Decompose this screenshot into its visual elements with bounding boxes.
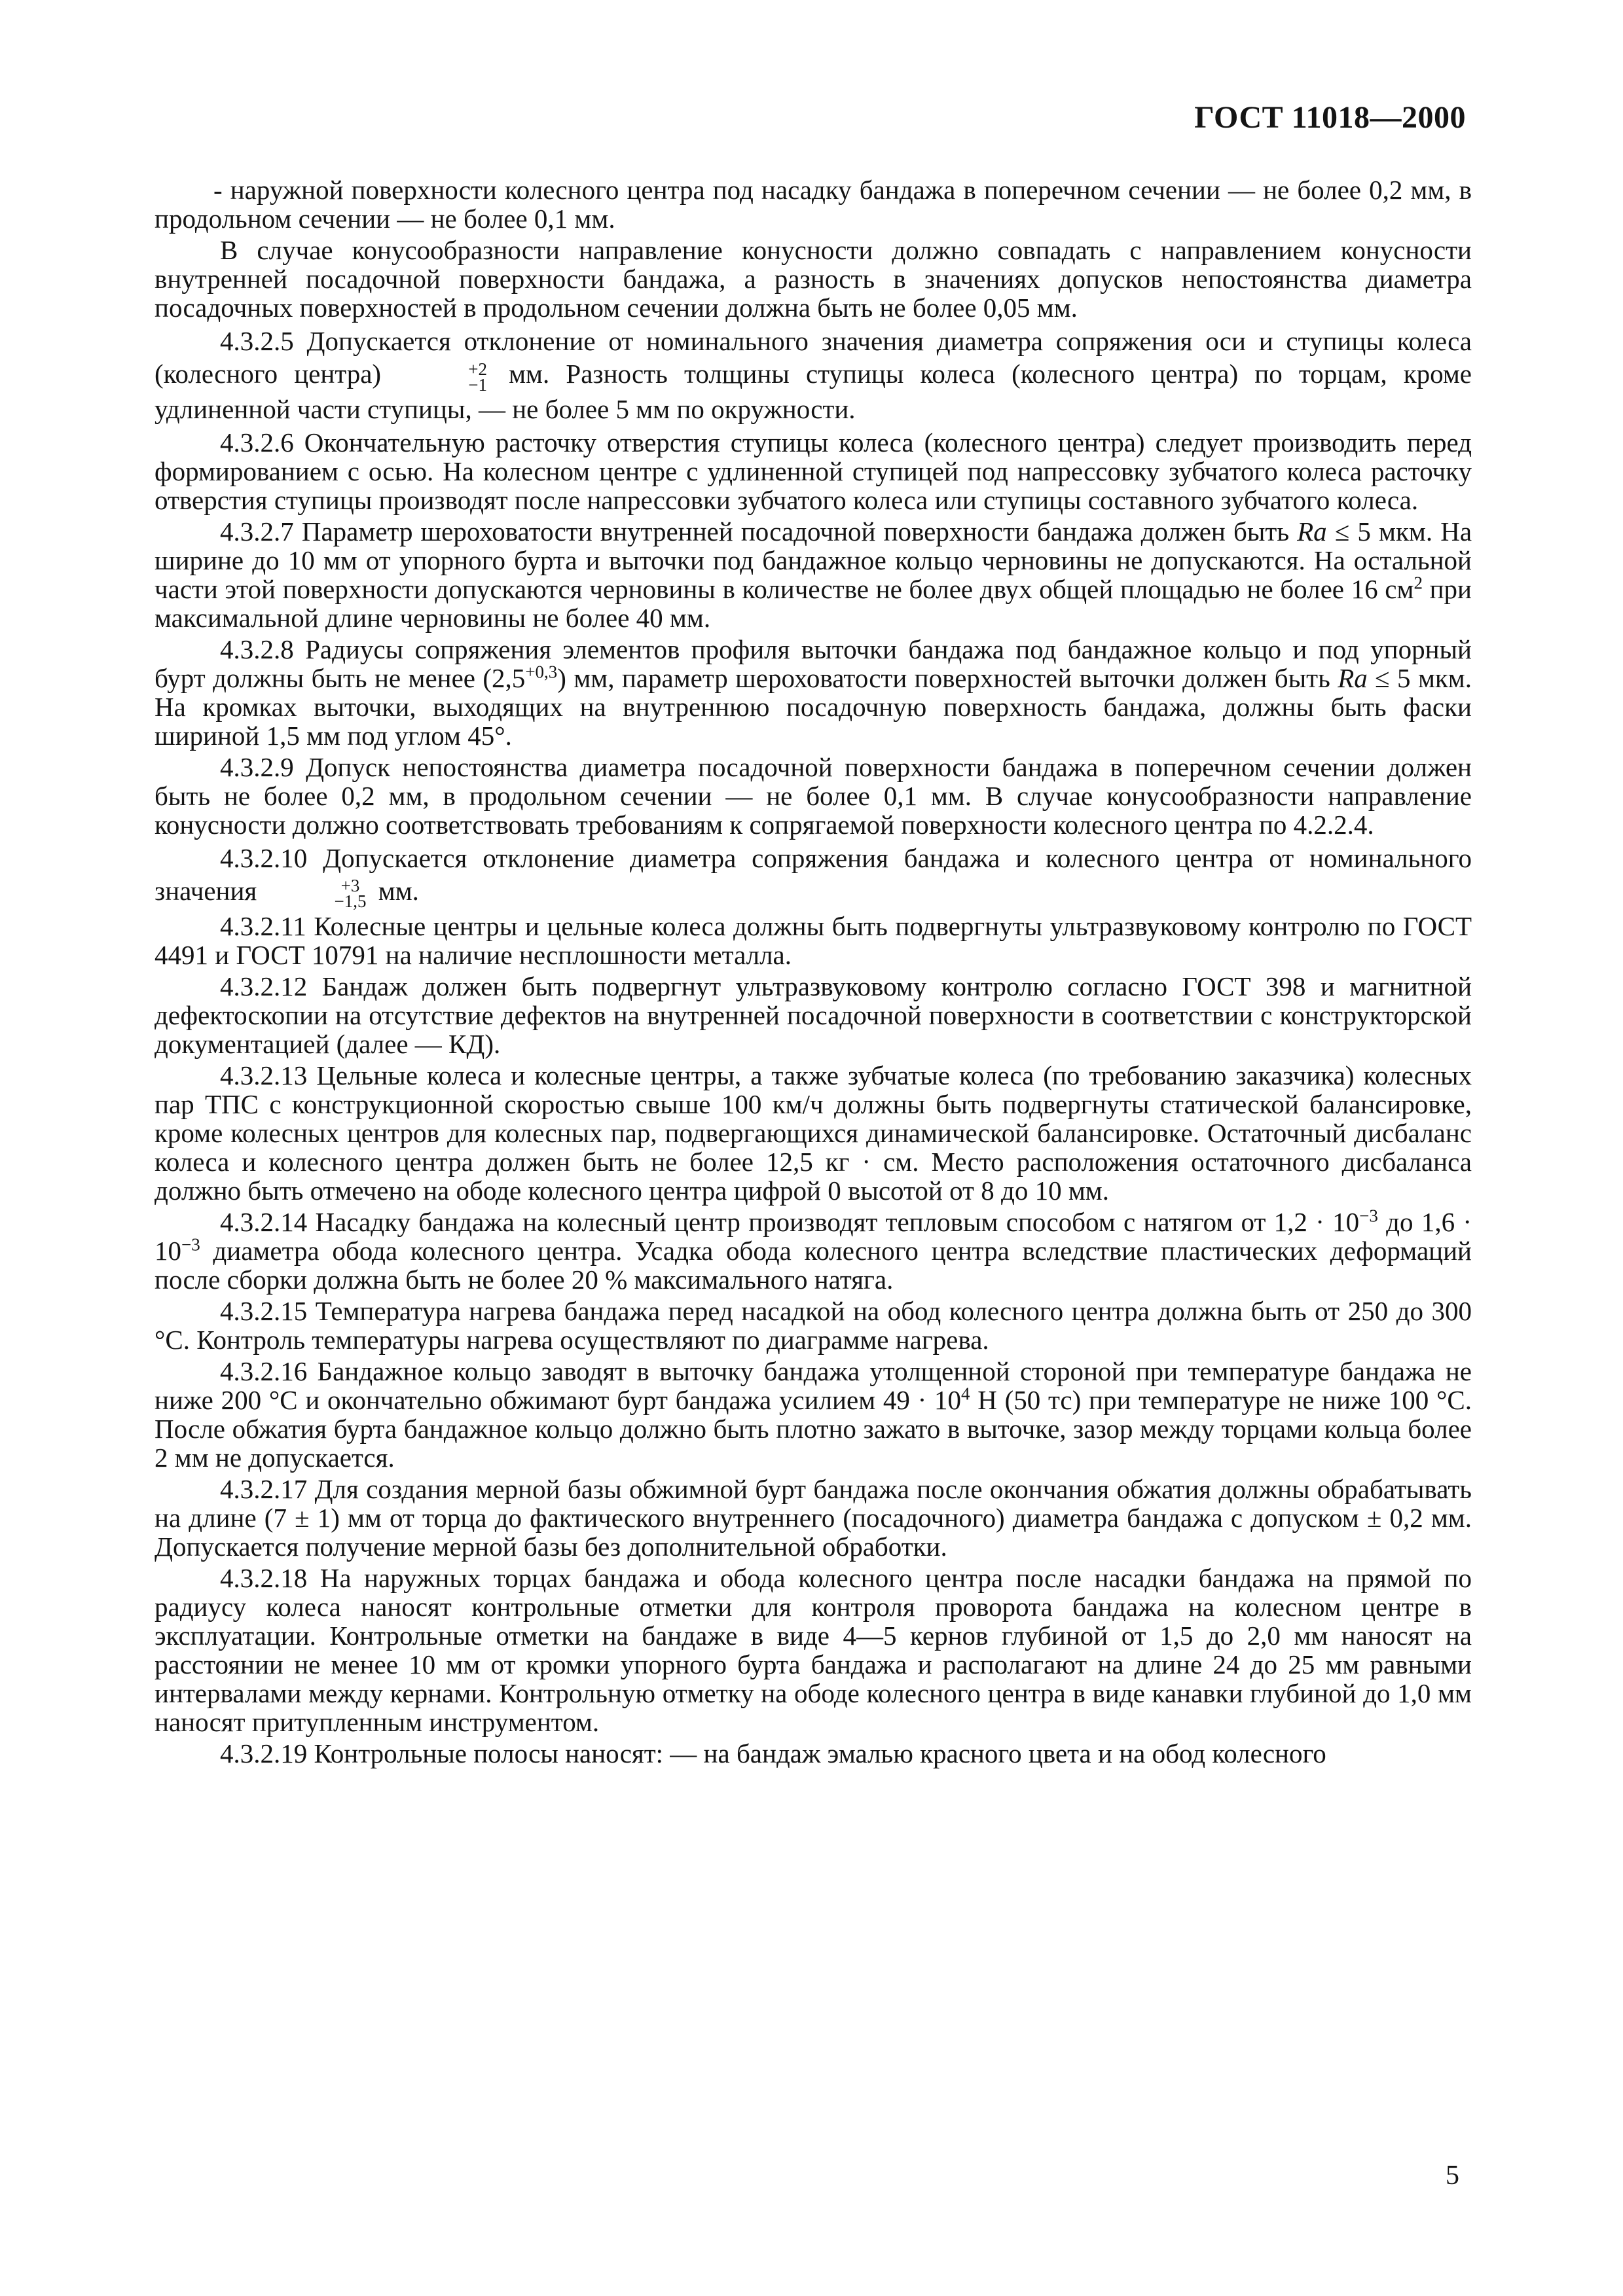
paragraph-4-3-2-7: 4.3.2.7 Параметр шероховатости внутренней посадочной поверхности бандажа должен быть Ra ≤ 5 мкм. На ширине до 10 мм от упорного бурта и выточки под бандажное кольцо черновины не допускаются. На остальной части этой поверхности допускаются черновины в количестве не более двух общей площадью не более 16 $см^2$ при максимальной длине черновины не более 40 мм.	[155, 516, 1472, 633]
paragraph-4-3-2-5: 4.3.2.5 Допускается отклонение от номинального значения диаметра сопряжения оси и ступицы колеса (колесного центра) +2 −1 мм. Разность толщины ступицы колеса (колесного центра) по торцам, кроме удлиненной части ступицы, — не более 5 мм по окружности.	[155, 326, 1472, 424]
paragraph-4-3-2-15: 4.3.2.15 Температура нагрева бандажа перед насадкой на обод колесного центра должна быть от 250 до 300 °С. Контроль температуры нагрева осуществляют по диаграмме нагрева.	[155, 1296, 1472, 1355]
clause-number: 4.3.2.14	[220, 1207, 308, 1238]
clause-number: 4.3.2.9	[220, 751, 294, 782]
page-number: 5	[1446, 2161, 1459, 2191]
clause-number: 4.3.2.12	[220, 971, 308, 1002]
clause-number: 4.3.2.15	[220, 1296, 308, 1327]
paragraph-4-3-2-14: 4.3.2.14 Насадку бандажа на колесный центр производят тепловым способом с натягом от $1,2 \cdot 10^{-3}$ до $1,6 \cdot 10^{-3}$ диаметра обода колесного центра. Усадка обода колесного центра вследствие пластических деформаций после сборки должна быть не более 20 % максимального натяга.	[155, 1206, 1472, 1295]
clause-number: 4.3.2.5	[220, 326, 294, 356]
clause-number: 4.3.2.13	[220, 1060, 308, 1091]
paragraph-4-3-2-18: 4.3.2.18 На наружных торцах бандажа и обода колесного центра после насадки бандажа на прямой по радиусу колеса наносят контрольные отметки для контроля проворота бандажа на колесном центре в эксплуатации. Контрольные отметки на бандаже в виде 4—5 кернов глубиной от 1,5 до 2,0 мм наносят на расстоянии не менее 10 мм от кромки упорного бурта бандажа и располагают на длине 24 до 25 мм равными интервалами между кернами. Контрольную отметку на ободе колесного центра в виде канавки глубиной до 1,0 мм наносят притупленным инструментом.	[155, 1563, 1472, 1738]
paragraph: - наружной поверхности колесного центра под насадку бандажа в поперечном сечении — не более 0,2 мм, в продольном сечении — не более 0,1 мм.	[155, 175, 1472, 234]
paragraph-4-3-2-6: 4.3.2.6 Окончательную расточку отверстия ступицы колеса (колесного центра) следует производить перед формированием с осью. На колесном центре с удлиненной ступицей под напрессовку зубчатого колеса расточку отверстия ступицы производят после напрессовки зубчатого колеса или ступицы составного зубчатого колеса.	[155, 427, 1472, 515]
paragraph-4-3-2-12: 4.3.2.12 Бандаж должен быть подвергнут ультразвуковому контролю согласно ГОСТ 398 и магнитной дефектоскопии на отсутствие дефектов на внутренней посадочной поверхности в соответствии с конструкторской документацией (далее — КД).	[155, 971, 1472, 1060]
clause-number: 4.3.2.6	[220, 427, 294, 457]
clause-number: 4.3.2.8	[220, 634, 294, 664]
paragraph: В случае конусообразности направление конусности должно совпадать с направлением конусности внутренней посадочной поверхности бандажа, а разность в значениях допусков непостоянства диаметра посадочных поверхностей в продольном сечении должна быть не более 0,05 мм.	[155, 235, 1472, 323]
clause-number: 4.3.2.18	[220, 1563, 308, 1594]
clause-number: 4.3.2.10	[220, 842, 308, 873]
paragraph-4-3-2-10: 4.3.2.10 Допускается отклонение диаметра сопряжения бандажа и колесного центра от номинального значения +3 −1,5 мм.	[155, 842, 1472, 912]
paragraph-4-3-2-9: 4.3.2.9 Допуск непостоянства диаметра посадочной поверхности бандажа в поперечном сечении должен быть не более 0,2 мм, в продольном сечении — не более 0,1 мм. В случае конусообразности направление конусности должно соответствовать требованиям к сопрягаемой поверхности колесного центра по 4.2.2.4.	[155, 751, 1472, 840]
clause-number: 4.3.2.11	[220, 911, 306, 942]
document-header: ГОСТ 11018—2000	[1194, 100, 1466, 135]
paragraph-4-3-2-11: 4.3.2.11 Колесные центры и цельные колеса должны быть подвергнуты ультразвуковому контролю по ГОСТ 4491 и ГОСТ 10791 на наличие несплошности металла.	[155, 911, 1472, 971]
tolerance: +2 −1	[468, 359, 487, 395]
document-body	[155, 175, 1472, 1768]
paragraph-4-3-2-13: 4.3.2.13 Цельные колеса и колесные центры, а также зубчатые колеса (по требованию заказчика) колесных пар ТПС с конструкционной скоростью свыше 100 км/ч должны быть подвергнуты статической балансировке, кроме колесных центров для колесных пар, подвергающихся динамической балансировке. Остаточный дисбаланс колеса и колесного центра должен быть не более 12,5 кг · см. Место расположения остаточного дисбаланса должно быть отмечено на ободе колесного центра цифрой 0 высотой от 8 до 10 мм.	[155, 1060, 1472, 1206]
paragraph-4-3-2-19: 4.3.2.19 Контрольные полосы наносят: — на бандаж эмалью красного цвета и на обод колесного	[220, 1738, 1326, 1769]
paragraph-4-3-2-17: 4.3.2.17 Для создания мерной базы обжимной бурт бандажа после окончания обжатия должны обрабатывать на длине (7 ± 1) мм от торца до фактического внутреннего (посадочного) диаметра бандажа с допуском ± 0,2 мм. Допускается получение мерной базы без дополнительной обработки.	[155, 1474, 1472, 1562]
clause-number: 4.3.2.7	[220, 516, 294, 547]
paragraph-4-3-2-8: 4.3.2.8 Радиусы сопряжения элементов профиля выточки бандажа под бандажное кольцо и под упорный бурт должны быть не менее $(2,5^{+0,3})$ мм, параметр шероховатости поверхностей выточки должен быть Ra ≤ 5 мкм. На кромках выточки, выходящих на внутреннюю посадочную поверхность бандажа, должны быть фаски шириной 1,5 мм под углом 45°.	[155, 634, 1472, 751]
tolerance: +3 −1,5	[334, 876, 367, 912]
clause-number: 4.3.2.17	[220, 1474, 308, 1505]
clause-number: 4.3.2.19	[220, 1738, 308, 1769]
clause-number: 4.3.2.16	[220, 1356, 308, 1387]
paragraph-4-3-2-16: 4.3.2.16 Бандажное кольцо заводят в выточку бандажа утолщенной стороной при температуре бандажа не ниже 200 °С и окончательно обжимают бурт бандажа усилием $49 \cdot 10^4$ Н (50 тс) при температуре не ниже 100 °С. После обжатия бурта бандажное кольцо должно быть плотно зажато в выточке, зазор между торцами кольца более 2 мм не допускается.	[155, 1356, 1472, 1473]
